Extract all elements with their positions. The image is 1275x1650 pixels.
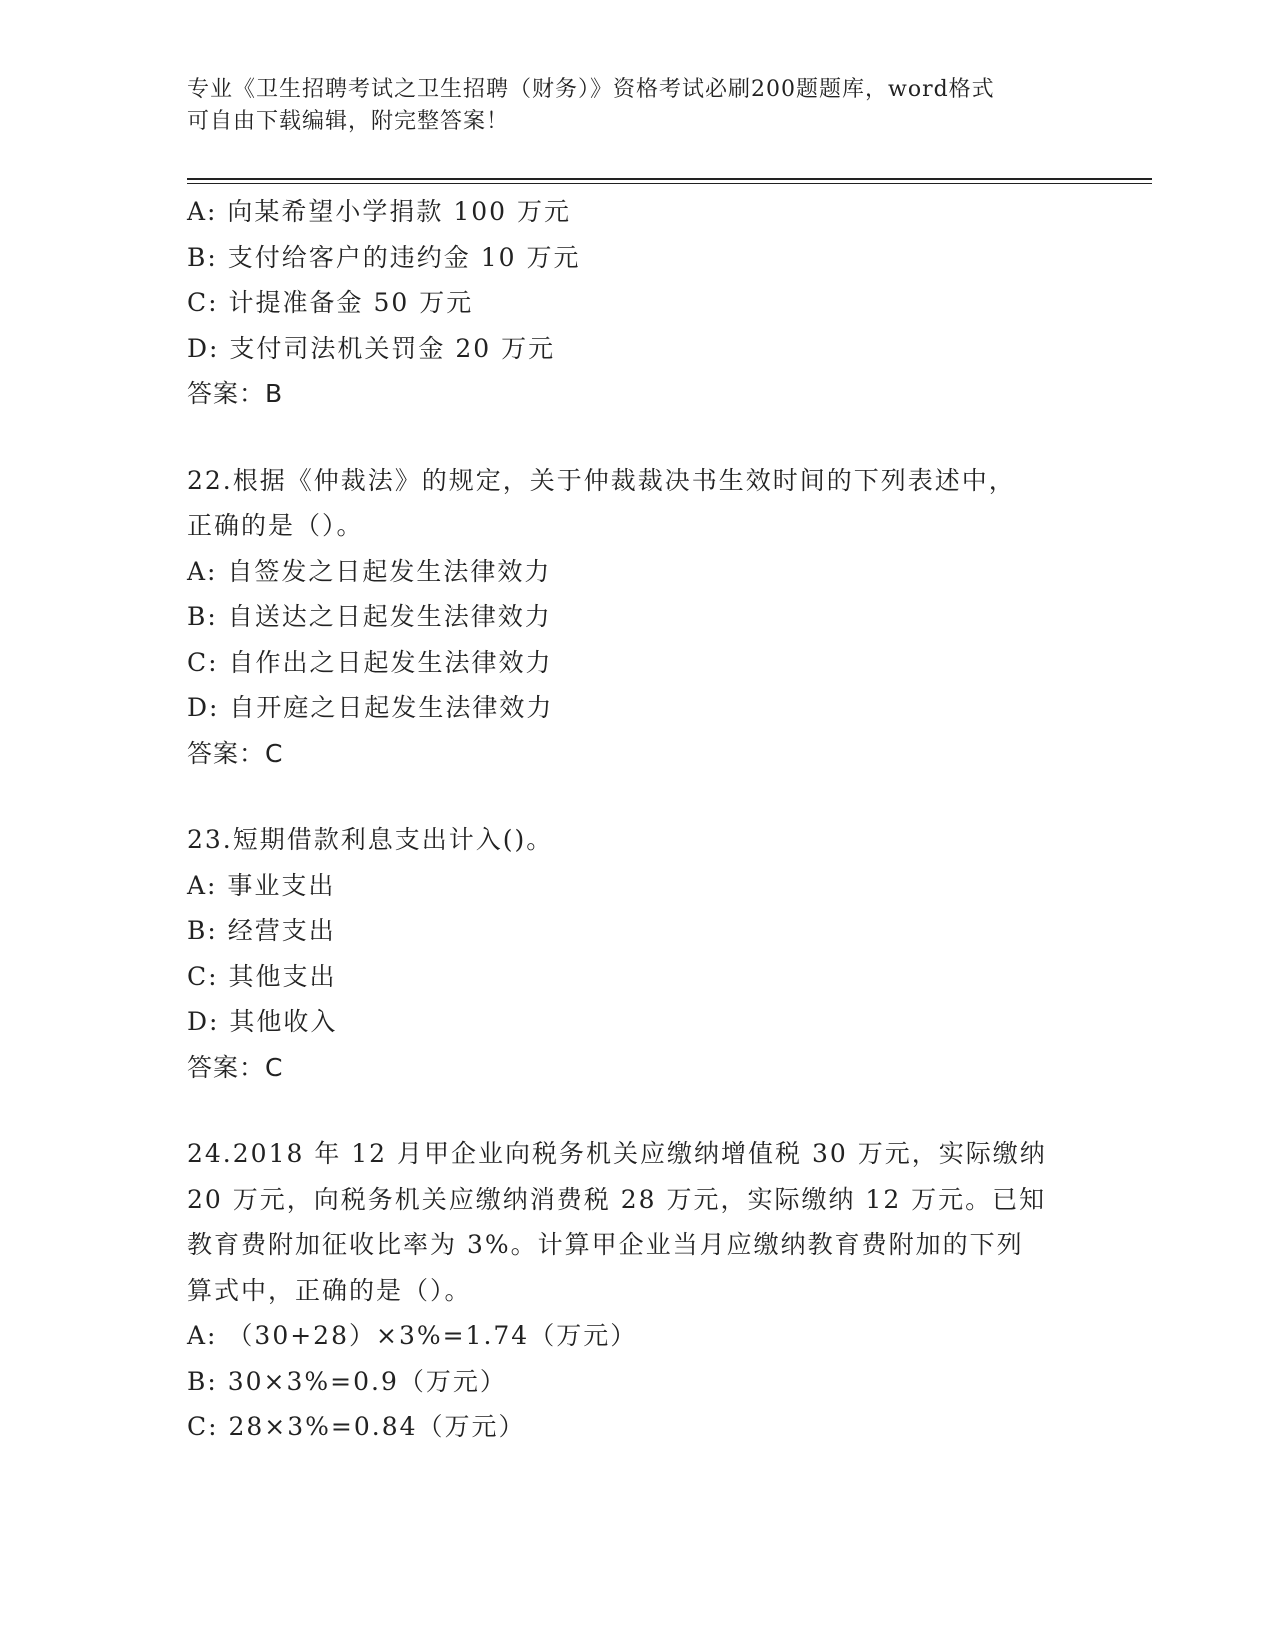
answer: 答案：B xyxy=(187,379,284,408)
option-b: B: 经营支出 xyxy=(187,916,336,945)
option-d: D: 其他收入 xyxy=(187,1007,338,1036)
question-list xyxy=(187,189,1087,1450)
header-divider-thick xyxy=(187,178,1152,180)
answer: 答案：C xyxy=(187,738,284,768)
option-a: A: 自签发之日起发生法律效力 xyxy=(187,556,552,586)
option-c: C: 计提准备金 50 万元 xyxy=(187,288,474,317)
question-21 xyxy=(187,189,1087,417)
option-c: C: 自作出之日起发生法律效力 xyxy=(187,647,553,677)
option-a: A: 向某希望小学捐款 100 万元 xyxy=(187,197,572,226)
header-line-2: 可自由下载编辑，附完整答案！ xyxy=(187,109,510,134)
option-d: D: 自开庭之日起发生法律效力 xyxy=(187,693,554,722)
question-spacer xyxy=(187,1090,1087,1131)
question-stem: 教育费附加征收比率为 3%。计算甲企业当月应缴纳教育费附加的下列 xyxy=(187,1230,1024,1259)
option-c: C: 28×3%=0.84（万元） xyxy=(187,1412,526,1441)
header-line-1: 专业《卫生招聘考试之卫生招聘（财务）》资格考试必刷200题题库，word格式 xyxy=(187,77,995,102)
question-23 xyxy=(187,817,1087,1090)
question-stem: 24.2018 年 12 月甲企业向税务机关应缴纳增值税 30 万元，实际缴纳 xyxy=(187,1139,1047,1168)
question-stem: 22.根据《仲裁法》的规定，关于仲裁裁决书生效时间的下列表述中， xyxy=(187,465,1016,495)
question-24 xyxy=(187,1131,1087,1450)
question-stem: 算式中，正确的是（）。 xyxy=(187,1275,472,1305)
answer: 答案：C xyxy=(187,1052,284,1082)
question-stem: 正确的是（）。 xyxy=(187,511,364,540)
question-spacer xyxy=(187,776,1087,817)
question-spacer xyxy=(187,417,1087,458)
option-a: A: 事业支出 xyxy=(187,870,336,900)
option-b: B: 自送达之日起发生法律效力 xyxy=(187,602,552,631)
document-header xyxy=(187,74,1067,138)
option-a: A: （30+28）×3%=1.74（万元） xyxy=(187,1321,638,1350)
option-d: D: 支付司法机关罚金 20 万元 xyxy=(187,333,556,363)
option-b: B: 支付给客户的违约金 10 万元 xyxy=(187,242,581,272)
header-divider-thin xyxy=(187,183,1152,184)
question-stem: 20 万元，向税务机关应缴纳消费税 28 万元，实际缴纳 12 万元。已知 xyxy=(187,1184,1047,1214)
option-b: B: 30×3%=0.9（万元） xyxy=(187,1366,507,1396)
option-c: C: 其他支出 xyxy=(187,961,337,991)
question-22 xyxy=(187,458,1087,777)
question-stem: 23.短期借款利息支出计入()。 xyxy=(187,825,554,854)
